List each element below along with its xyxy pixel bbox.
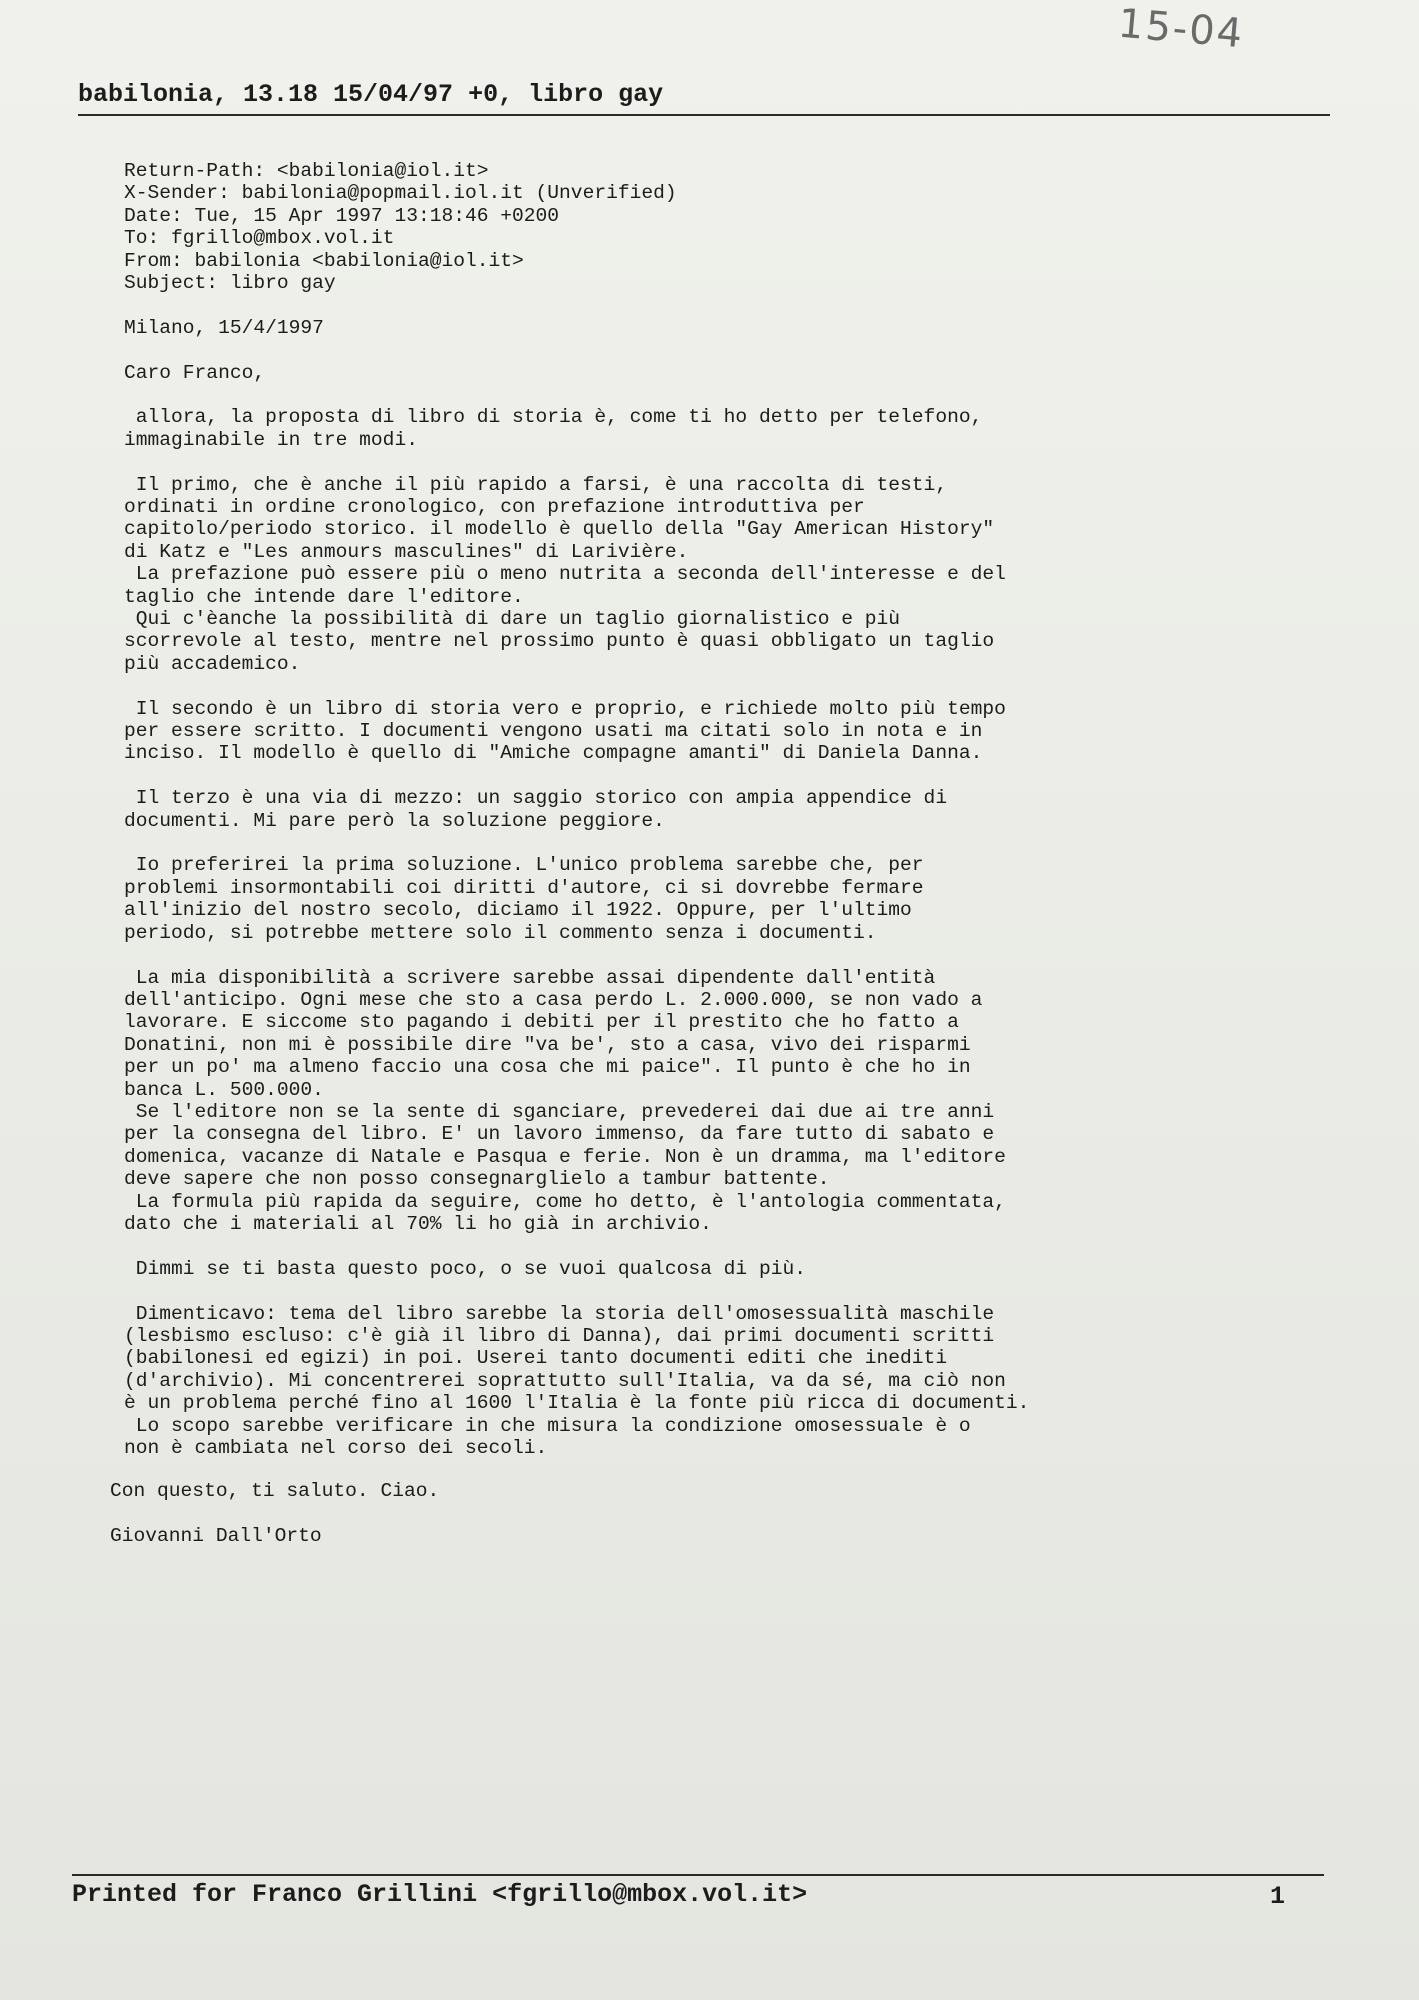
paragraph-line: banca L. 500.000.: [124, 1078, 324, 1101]
letter-paragraph: [124, 406, 1224, 451]
paragraph-line: Dimmi se ti basta questo poco, o se vuoi qualcosa di più.: [124, 1257, 806, 1280]
page-header-title: babilonia, 13.18 15/04/97 +0, libro gay: [78, 80, 664, 109]
email-header-line: Subject: libro gay: [124, 272, 336, 295]
paragraph-line: Dimenticavo: tema del libro sarebbe la storia dell'omosessualità maschile: [124, 1302, 995, 1325]
paragraph-line: (lesbismo escluso: c'è già il libro di Danna), dai primi documenti scritti: [124, 1324, 995, 1347]
paragraph-line: lavorare. E siccome sto pagando i debiti per il prestito che ho fatto a: [124, 1011, 959, 1034]
paragraph-line: ordinati in ordine cronologico, con prefazione introduttiva per: [124, 496, 865, 519]
paragraph-line: La mia disponibilità a scrivere sarebbe assai dipendente dall'entità: [124, 966, 936, 989]
paragraph-line: (babilonesi ed egizi) in poi. Userei tanto documenti editi che inediti: [124, 1347, 948, 1370]
salutation: Caro Franco,: [124, 361, 266, 384]
paragraph-line: inciso. Il modello è quello di "Amiche compagne amanti" di Daniela Danna.: [124, 742, 983, 765]
paragraph-line: per essere scritto. I documenti vengono usati ma citati solo in nota e in: [124, 720, 983, 743]
closing-block: [110, 1480, 439, 1547]
paragraph-line: La prefazione può essere più o meno nutrita a seconda dell'interesse e del: [124, 563, 1006, 586]
email-header-line: Return-Path: <babilonia@iol.it>: [124, 160, 489, 182]
paragraph-line: problemi insormontabili coi diritti d'autore, ci si dovrebbe fermare: [124, 876, 924, 899]
paragraph-line: Il terzo è una via di mezzo: un saggio storico con ampia appendice di: [124, 787, 948, 810]
paragraph-line: capitolo/periodo storico. il modello è quello della "Gay American History": [124, 518, 995, 541]
signature: Giovanni Dall'Orto: [110, 1524, 322, 1547]
letter-paragraph: [124, 1258, 1224, 1280]
paragraph-line: dato che i materiali al 70% li ho già in archivio.: [124, 1212, 712, 1235]
paragraph-line: Qui c'èanche la possibilità di dare un taglio giornalistico e più: [124, 608, 901, 631]
paragraph-line: più accademico.: [124, 652, 301, 675]
paragraph-line: immaginabile in tre modi.: [124, 428, 418, 451]
paragraph-line: Se l'editore non se la sente di sganciare, prevederei dai due ai tre anni: [124, 1100, 995, 1123]
email-header-line: X-Sender: babilonia@popmail.iol.it (Unverified): [124, 182, 677, 205]
paragraph-line: Io preferirei la prima soluzione. L'unico problema sarebbe che, per: [124, 854, 924, 877]
closing-line: Con questo, ti saluto. Ciao.: [110, 1480, 440, 1502]
paragraph-line: La formula più rapida da seguire, come ho detto, è l'antologia commentata,: [124, 1190, 1006, 1213]
paragraph-line: taglio che intende dare l'editore.: [124, 585, 524, 608]
letter-paragraphs: [124, 406, 1224, 1459]
paragraph-line: scorrevole al testo, mentre nel prossimo punto è quasi obbligato un taglio: [124, 630, 995, 653]
paragraph-line: Donatini, non mi è possibile dire "va be', sto a casa, vivo dei risparmi: [124, 1033, 971, 1056]
paragraph-line: Il secondo è un libro di storia vero e proprio, e richiede molto più tempo: [124, 697, 1006, 720]
header-divider: [78, 114, 1330, 116]
email-header-line: Date: Tue, 15 Apr 1997 13:18:46 +0200: [124, 204, 560, 227]
paragraph-line: periodo, si potrebbe mettere solo il commento senza i documenti.: [124, 921, 877, 944]
handwritten-annotation: 15-04: [1116, 0, 1246, 58]
paragraph-line: Lo scopo sarebbe verificare in che misura la condizione omosessuale è o: [124, 1414, 971, 1437]
paragraph-line: per un po' ma almeno faccio una cosa che mi paice". Il punto è che ho in: [124, 1056, 971, 1079]
letter-paragraph: [124, 854, 1224, 944]
footer-divider: [72, 1874, 1324, 1876]
email-body: [124, 160, 1224, 1459]
footer-printed-for: Printed for Franco Grillini <fgrillo@mbox.vol.it>: [72, 1880, 808, 1909]
paragraph-line: documenti. Mi pare però la soluzione peggiore.: [124, 809, 665, 832]
letter-paragraph: [124, 967, 1224, 1236]
paragraph-line: per la consegna del libro. E' un lavoro immenso, da fare tutto di sabato e: [124, 1123, 995, 1146]
email-header-line: To: fgrillo@mbox.vol.it: [124, 227, 395, 250]
email-headers: [124, 160, 1224, 294]
paragraph-line: (d'archivio). Mi concentrerei soprattutto sull'Italia, va da sé, ma ciò non: [124, 1369, 1006, 1392]
place-date: Milano, 15/4/1997: [124, 316, 324, 339]
email-header-line: From: babilonia <babilonia@iol.it>: [124, 249, 524, 272]
letter-paragraph: [124, 787, 1224, 832]
paragraph-line: Il primo, che è anche il più rapido a farsi, è una raccolta di testi,: [124, 473, 948, 496]
letter-paragraph: [124, 698, 1224, 765]
paragraph-line: deve sapere che non posso consegnarglielo a tambur battente.: [124, 1168, 830, 1191]
paragraph-line: domenica, vacanze di Natale e Pasqua e ferie. Non è un dramma, ma l'editore: [124, 1145, 1006, 1168]
paragraph-line: dell'anticipo. Ogni mese che sto a casa perdo L. 2.000.000, se non vado a: [124, 988, 983, 1011]
letter-paragraph: [124, 474, 1224, 676]
paragraph-line: all'inizio del nostro secolo, diciamo il 1922. Oppure, per l'ultimo: [124, 899, 912, 922]
paragraph-line: non è cambiata nel corso dei secoli.: [124, 1437, 548, 1459]
paragraph-line: è un problema perché fino al 1600 l'Italia è la fonte più ricca di documenti.: [124, 1392, 1030, 1415]
paragraph-line: di Katz e "Les anmours masculines" di Larivière.: [124, 540, 689, 563]
page-number: 1: [1270, 1882, 1286, 1911]
paragraph-line: allora, la proposta di libro di storia è, come ti ho detto per telefono,: [124, 406, 983, 429]
letter-paragraph: [124, 1303, 1224, 1460]
